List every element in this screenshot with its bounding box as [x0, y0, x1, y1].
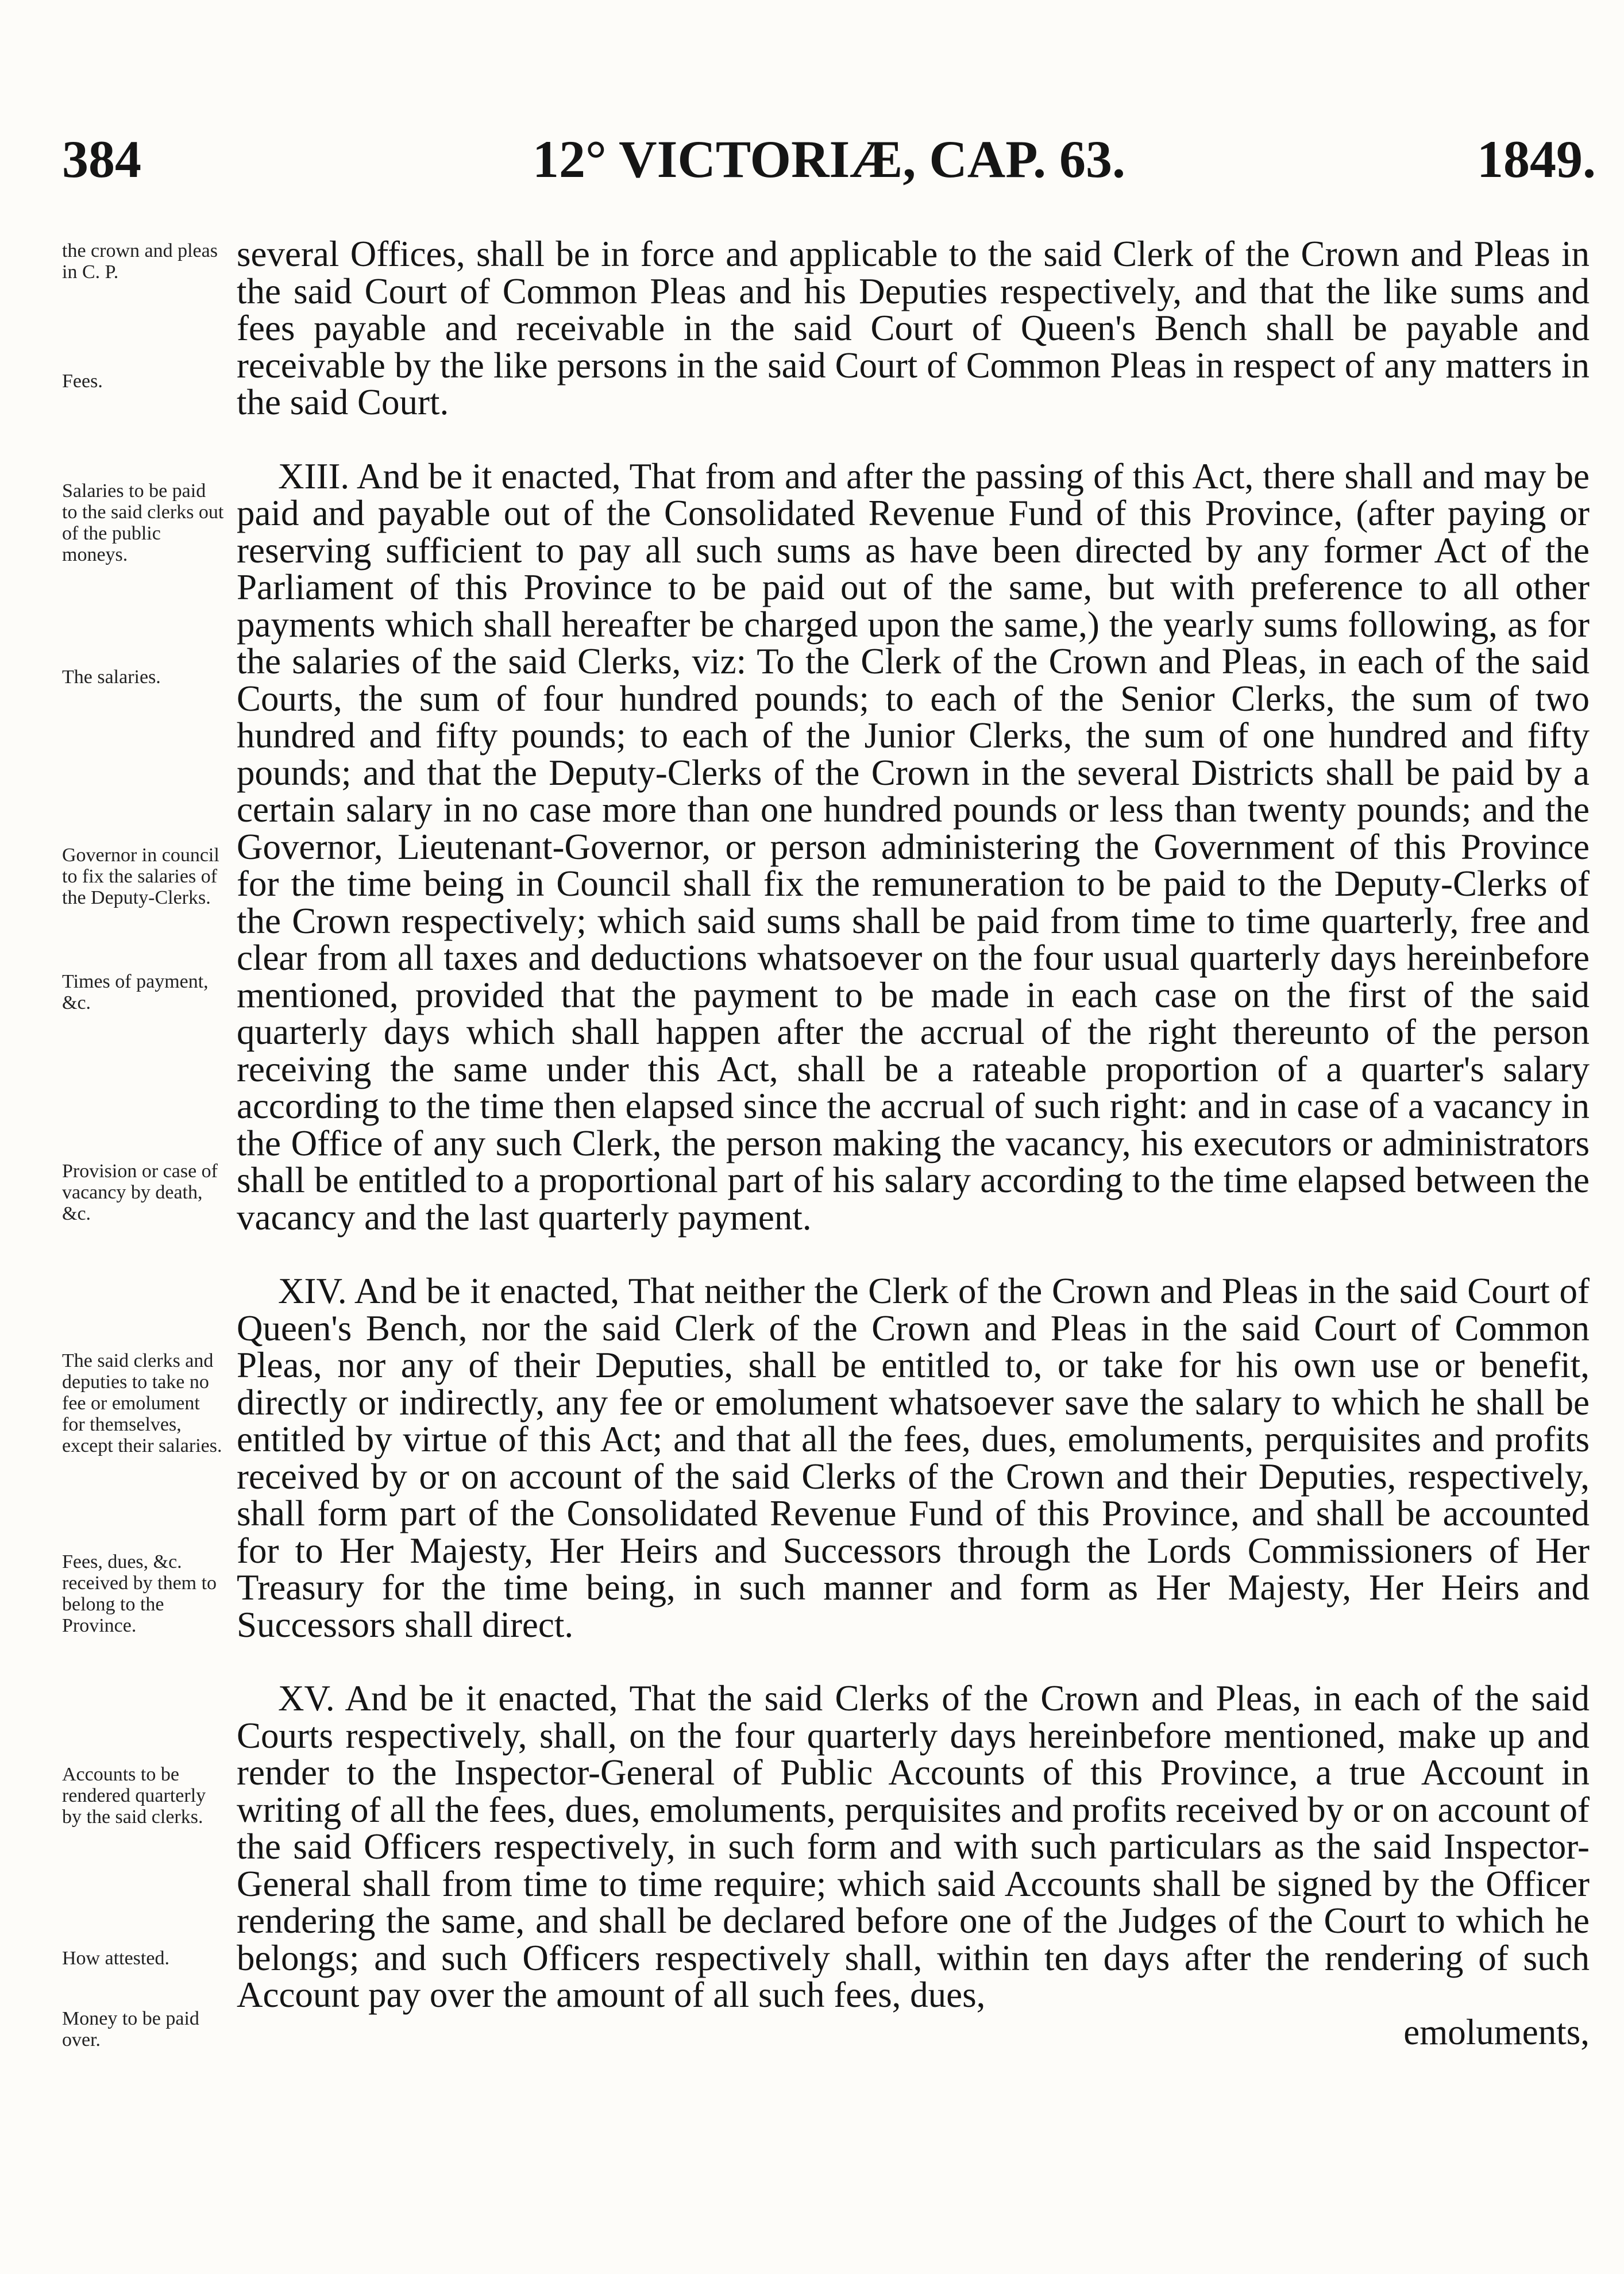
- section-xiii: [237, 458, 1590, 1236]
- margin-note-crown-pleas: the crown and pleas in C. P.: [62, 240, 218, 283]
- margin-note-governor-fix: Governor in council to fix the salaries of the Deputy-Clerks.: [62, 845, 219, 908]
- paragraph-text: And be it enacted, That from and after the passing of this Act, there shall and may be paid and payable out of the Consolidated Revenue Fund of this Province, (after paying or reserving sufficient to pay all such sums as have been directed by any former Act of the Parliament of this Province to be paid out of the same, but with preference to all other payments which shall hereafter be charged upon the same,) the yearly sums following, as for the salaries of the said Clerks, viz: To the Clerk of the Crown and Pleas, in each of the said Courts, the sum of four hundred pounds; to each of the Senior Clerks, the sum of two hundred and fifty pounds; to each of the Junior Clerks, the sum of one hundred and fifty pounds; and that the Deputy-Clerks of the Crown in the several Districts shall be paid by a certain salary in no case more than one hundred pounds or less than twenty pounds; and the Governor, Lieutenant-Governor, or person administering the Government of this Province for the time being in Council shall fix the remuneration to be paid to the Deputy-Clerks of the Crown respectively; which said sums shall be paid from time to time quarterly, free and clear from all taxes and deductions whatsoever on the four usual quarterly days hereinbefore mentioned, provided that the payment to be made in each case on the first of the said quarterly days which shall happen after the accrual of the right thereunto of the person receiving the same under this Act, shall be a rateable proportion of a quarter's salary according to the time then elapsed since the accrual of such right: and in case of a vacancy in the Office of any such Clerk, the person making the vacancy, his executors or administrators shall be entitled to a proportional part of his salary according to the time elapsed between the vacancy and the last quarterly payment.: [237, 456, 1590, 1238]
- section-number: XIII.: [278, 456, 350, 496]
- section-xiv: [237, 1273, 1590, 1643]
- margin-note-no-fee: The said clerks and deputies to take no fee or emolument for themselves, except their salaries.: [62, 1350, 222, 1456]
- margin-note-fees: Fees.: [62, 371, 103, 392]
- paragraph-text: And be it enacted, That the said Clerks of the Crown and Pleas, in each of the said Courts respectively, shall, on the four quarterly days hereinbefore mentioned, make up and render to the Inspector-General of Public Accounts of this Province, a true Account in writing of all the fees, dues, emoluments, perquisites and profits received by or on account of the said Officers respectively, in such form and with such particulars as the said Inspector-General shall from time to time require; which said Accounts shall be signed by the Officer rendering the same, and shall be declared before one of the Judges of the Court to which he belongs; and such Officers respectively shall, within ten days after the rendering of such Account pay over the amount of all such fees, dues,: [237, 1678, 1590, 2015]
- margin-note-vacancy: Provision or case of vacancy by death, &c.: [62, 1161, 218, 1224]
- running-header: [62, 128, 1596, 191]
- margin-note-accounts: Accounts to be rendered quarterly by the said clerks.: [62, 1764, 206, 1828]
- margin-note-the-salaries: The salaries.: [62, 666, 161, 688]
- year: 1849.: [1477, 130, 1596, 188]
- catchword: emoluments,: [1403, 2011, 1590, 2052]
- section-number: XIV.: [278, 1271, 347, 1311]
- margin-note-fees-province: Fees, dues, &c. received by them to belong to the Province.: [62, 1551, 217, 1636]
- page-number: 384: [62, 130, 141, 188]
- margin-note-attested: How attested.: [62, 1948, 169, 1969]
- paragraph-text: And be it enacted, That neither the Clerk of the Crown and Pleas in the said Court of Queen's Bench, nor the said Clerk of the Crown and Pleas in the said Court of Common Pleas, nor any of their Deputies, shall be entitled to, or take for his own use or benefit, directly or indirectly, any fee or emolument whatsoever save the salary to which he shall be entitled by virtue of this Act; and that all the fees, dues, emoluments, perquisites and profits received by or on account of the said Clerks of the Crown and their Deputies, respectively, shall form part of the Consolidated Revenue Fund of this Province, and shall be accounted for to Her Majesty, Her Heirs and Successors through the Lords Commissioners of Her Treasury for the time being, in such manner and form as Her Majesty, Her Heirs and Successors shall direct.: [237, 1271, 1590, 1645]
- margin-note-times-payment: Times of payment, &c.: [62, 971, 209, 1013]
- act-title: 12° VICTORIÆ, CAP. 63.: [533, 130, 1125, 188]
- statute-body: [237, 236, 1590, 2051]
- section-number: XV.: [278, 1678, 335, 1718]
- section-xv: [237, 1680, 1590, 2051]
- paragraph-continuation: [237, 236, 1590, 421]
- margin-note-salaries-paid: Salaries to be paid to the said clerks out of the public moneys.: [62, 480, 224, 565]
- margin-note-money-paid: Money to be paid over.: [62, 2008, 199, 2051]
- paragraph-text: several Offices, shall be in force and applicable to the said Clerk of the Crown and Pleas in the said Court of Common Pleas and his Deputies respectively, and that the like sums and fees payable and receivable in the said Court of Queen's Bench shall be payable and receivable by the like persons in the said Court of Common Pleas in respect of any matters in the said Court.: [237, 234, 1590, 422]
